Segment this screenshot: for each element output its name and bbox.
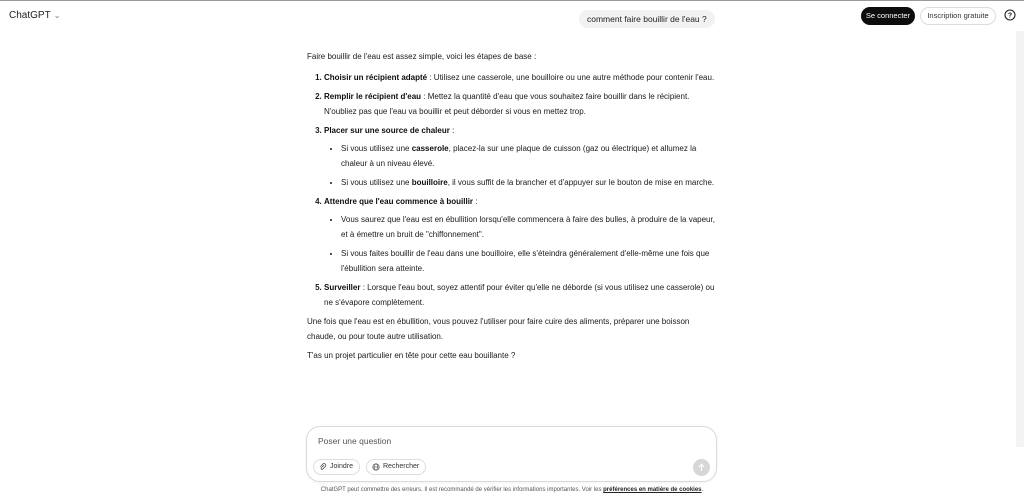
sub-list (324, 212, 719, 276)
globe-icon (372, 463, 380, 471)
cookie-preferences-link[interactable]: préférences en matière de cookies (603, 487, 702, 493)
search-button[interactable] (366, 459, 426, 475)
user-message-bubble: comment faire bouillir de l'eau ? (579, 10, 715, 28)
response-question: T'as un projet particulier en tête pour cette eau bouillante ? (307, 351, 516, 360)
list-item: 4. Attendre que l'eau commence à bouillir : • Vous saurez que l'eau est en ébullition lorsqu'elle commencera à faire des bulles, à produire de la vapeur, et à émettre un bruit de "chiffonnement". • Si vous faites bouillir de l'eau dans une bouilloire, elle s'éteindra généralement d'elle-même une fois que l'ébullition sera atteinte. (324, 194, 719, 276)
question-input[interactable]: Poser une question (318, 436, 392, 446)
disclaimer-end: . (701, 487, 704, 493)
svg-text:?: ? (1007, 12, 1013, 20)
composer (306, 426, 717, 482)
steps-list (307, 70, 719, 310)
response-outro: Une fois que l'eau est en ébullition, vous pouvez l'utiliser pour faire cuire des aliments, préparer une boisson chaude, ou pour toute autre utilisation. (307, 317, 690, 341)
sub-list (324, 141, 719, 190)
chevron-down-icon: ⌄ (53, 11, 61, 20)
signup-button[interactable]: Inscription gratuite (920, 7, 996, 25)
top-bar (0, 1, 1024, 31)
scrollbar[interactable] (1016, 31, 1024, 447)
attach-label: Joindre (330, 463, 353, 470)
response-intro: Faire bouillir de l'eau est assez simple, voici les étapes de base : (307, 52, 537, 61)
list-item: • Si vous utilisez une casserole, placez-la sur une plaque de cuisson (gaz ou électrique) et allumez la chaleur à un niveau élevé. (341, 141, 719, 171)
brand-label: ChatGPT (9, 10, 51, 21)
list-item: • Vous saurez que l'eau est en ébullition lorsqu'elle commencera à faire des bulles, à produire de la vapeur, et à émettre un bruit de "chiffonnement". (341, 212, 719, 242)
send-button[interactable] (693, 459, 710, 476)
login-button[interactable]: Se connecter (861, 7, 915, 25)
arrow-up-icon (693, 459, 710, 476)
disclaimer-text: ChatGPT peut commettre des erreurs. Il est recommandé de vérifier les informations importantes. Voir les (320, 487, 604, 493)
list-item: 2. Remplir le récipient d'eau : Mettez la quantité d'eau que vous souhaitez faire bouillir dans le récipient. N'oubliez pas que l'eau va bouillir et peut déborder si vous en mettez trop. (324, 89, 719, 119)
search-label: Rechercher (383, 463, 420, 470)
list-item: • Si vous faites bouillir de l'eau dans une bouilloire, elle s'éteindra généralement d'elle-même une fois que l'ébullition sera atteinte. (341, 246, 719, 276)
list-item: 1. Choisir un récipient adapté : Utilisez une casserole, une bouilloire ou une autre méthode pour contenir l'eau. (324, 70, 719, 85)
list-item: 3. Placer sur une source de chaleur : • Si vous utilisez une casserole, placez-la sur une plaque de cuisson (gaz ou électrique) et allumez la chaleur à un niveau élevé. • Si vous utilisez une bouilloire, il vous suffit de la brancher et d'appuyer sur le bouton de mise en marche. (324, 123, 719, 190)
paperclip-icon (319, 463, 327, 471)
attach-button[interactable] (313, 459, 360, 475)
disclaimer (0, 487, 1024, 493)
list-item: 5. Surveiller : Lorsque l'eau bout, soyez attentif pour éviter qu'elle ne déborde (si vous utilisez une casserole) ou ne s'évapore complètement. (324, 280, 719, 310)
model-selector[interactable] (9, 10, 60, 21)
assistant-response (307, 49, 719, 363)
help-icon[interactable] (1004, 9, 1016, 21)
list-item: • Si vous utilisez une bouilloire, il vous suffit de la brancher et d'appuyer sur le bouton de mise en marche. (341, 175, 719, 190)
